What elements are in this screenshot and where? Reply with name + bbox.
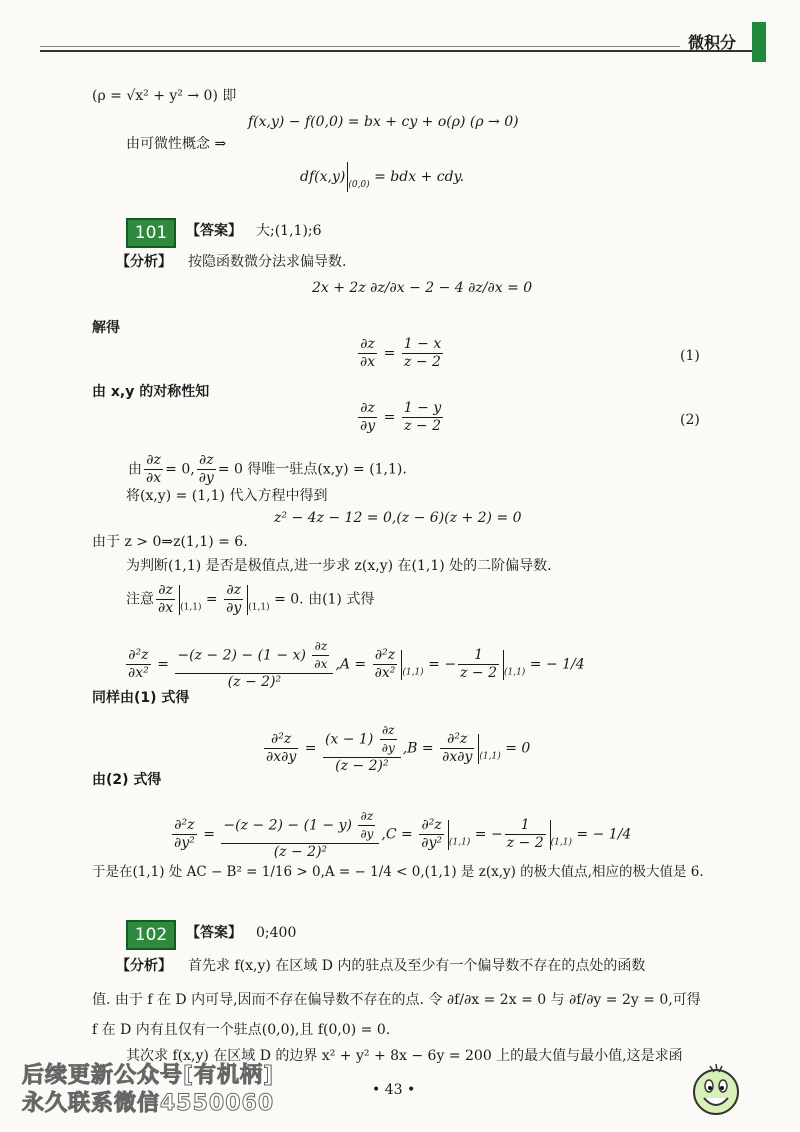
analysis-text: 按隐函数微分法求偏导数.: [188, 254, 347, 270]
note-first-derivatives: 注意 $\frac{\partial z}{\partial x}$ $_{(1,1)}$ = $\frac{\partial z}{\partial y}$ $_{(1,1)}$ = 0. 由(1) 式得: [126, 582, 375, 616]
chapter-tab-marker: [752, 22, 766, 62]
header-rule: [40, 50, 752, 52]
solve-label: 解得: [92, 320, 120, 336]
equation-tag-1: (1): [680, 348, 700, 364]
stationary-point-text: 由 $\frac{\partial z}{\partial x}$ = 0, $\frac{\partial z}{\partial y}$ = 0 得唯一驻点(x,y) = (1,1).: [128, 452, 407, 486]
equation-second-xy: $\frac{\text{∂²z}}{\partial x\partial y}$ = (x − 1) $\frac{\partial z}{\partial y}$ (z − 2)² ,B = $\frac{\text{∂²z}}{\partial x\partial y}$ $_{(1,1)}$ = 0: [266, 723, 531, 774]
equation-quadratic: z² − 4z − 12 = 0,(z − 6)(z + 2) = 0: [274, 510, 522, 526]
analysis-line-1: 首先求 f(x,y) 在区域 D 内的驻点及至少有一个偏导数不存在的点处的函数: [188, 958, 646, 974]
answer-text: 大;(1,1);6: [256, 223, 322, 239]
answer-label: 【答案】: [186, 925, 242, 941]
problem-number-badge: 101: [126, 218, 176, 248]
rho-note: (ρ = √x² + y² → 0) 即: [92, 88, 237, 104]
same-way-note: 同样由(1) 式得: [92, 690, 190, 706]
analysis-label: 【分析】: [116, 254, 172, 270]
equation-differential-def: f(x,y) − f(0,0) = bx + cy + o(ρ) (ρ → 0): [248, 114, 519, 130]
equation-total-differential: df(x,y) $_{(0,0)}$ = bdx + cdy.: [300, 162, 464, 195]
equation-second-x: $\frac{\text{∂²z}}{\text{∂x²}}$ = −(z − 2) − (1 − x) $\frac{\partial z}{\partial x}$ (z − 2)² ,A = $\frac{\text{∂²z}}{\text{∂x²}}$ $_{(1,1)}$ = − $\frac{1}{z - 2}$ $_{(1,1)}$ = − 1/4: [128, 639, 585, 690]
analysis-label: 【分析】: [116, 958, 172, 974]
problem-number-badge: 102: [126, 920, 176, 950]
equation-dz-dy: $\frac{\partial z}{\partial y}$ = $\frac{1 - y}{z - 2}$: [360, 400, 442, 434]
answer-text: 0;400: [256, 925, 297, 941]
answer-label: 【答案】: [186, 223, 242, 239]
watermark-line-2: 永久联系微信4550060: [22, 1091, 275, 1116]
equation-implicit: 2x + 2z ∂z/∂x − 2 − 4 ∂z/∂x = 0: [312, 280, 533, 296]
analysis-line-3: f 在 D 内有且仅有一个驻点(0,0),且 f(0,0) = 0.: [92, 1022, 391, 1038]
watermark-line-1: 后续更新公众号[有机柄]: [22, 1063, 275, 1088]
analysis-line-4: 其次求 f(x,y) 在区域 D 的边界 x² + y² + 8x − 6y = 200 上的最大值与最小值,这是求函: [126, 1048, 683, 1064]
equation-dz-dx: $\frac{\partial z}{\partial x}$ = $\frac{1 - x}{z - 2}$: [360, 336, 442, 370]
equation-tag-2: (2): [680, 412, 700, 428]
header-rule-thin: [40, 46, 680, 47]
equation-second-y: $\frac{\text{∂²z}}{\text{∂y²}}$ = −(z − 2) − (1 − y) $\frac{\partial z}{\partial y}$ (z − 2)² ,C = $\frac{\text{∂²z}}{\text{∂y²}}$ $_{(1,1)}$ = − $\frac{1}{z - 2}$ $_{(1,1)}$ = − 1/4: [174, 809, 632, 860]
analysis-line-2: 值. 由于 f 在 D 内可导,因而不存在偏导数不存在的点. 令 ∂f/∂x = 2x = 0 与 ∂f/∂y = 2y = 0,可得: [92, 992, 701, 1008]
judge-text: 为判断(1,1) 是否是极值点,进一步求 z(x,y) 在(1,1) 处的二阶偏导数.: [126, 558, 552, 574]
smiley-face-icon: [688, 1062, 744, 1118]
symmetry-note: 由 x,y 的对称性知: [92, 384, 210, 400]
differentiability-note: 由可微性概念 ⇒: [126, 136, 227, 152]
conclusion-text: 于是在(1,1) 处 AC − B² = 1/16 > 0,A = − 1/4 < 0,(1,1) 是 z(x,y) 的极大值点,相应的极大值是 6.: [92, 864, 704, 880]
substitute-text: 将(x,y) = (1,1) 代入方程中得到: [126, 488, 328, 504]
page-number: • 43 •: [372, 1082, 416, 1098]
from-eq2-note: 由(2) 式得: [92, 772, 162, 788]
chapter-title: 微积分: [688, 33, 737, 52]
positivity-note: 由于 z > 0⇒z(1,1) = 6.: [92, 534, 248, 550]
